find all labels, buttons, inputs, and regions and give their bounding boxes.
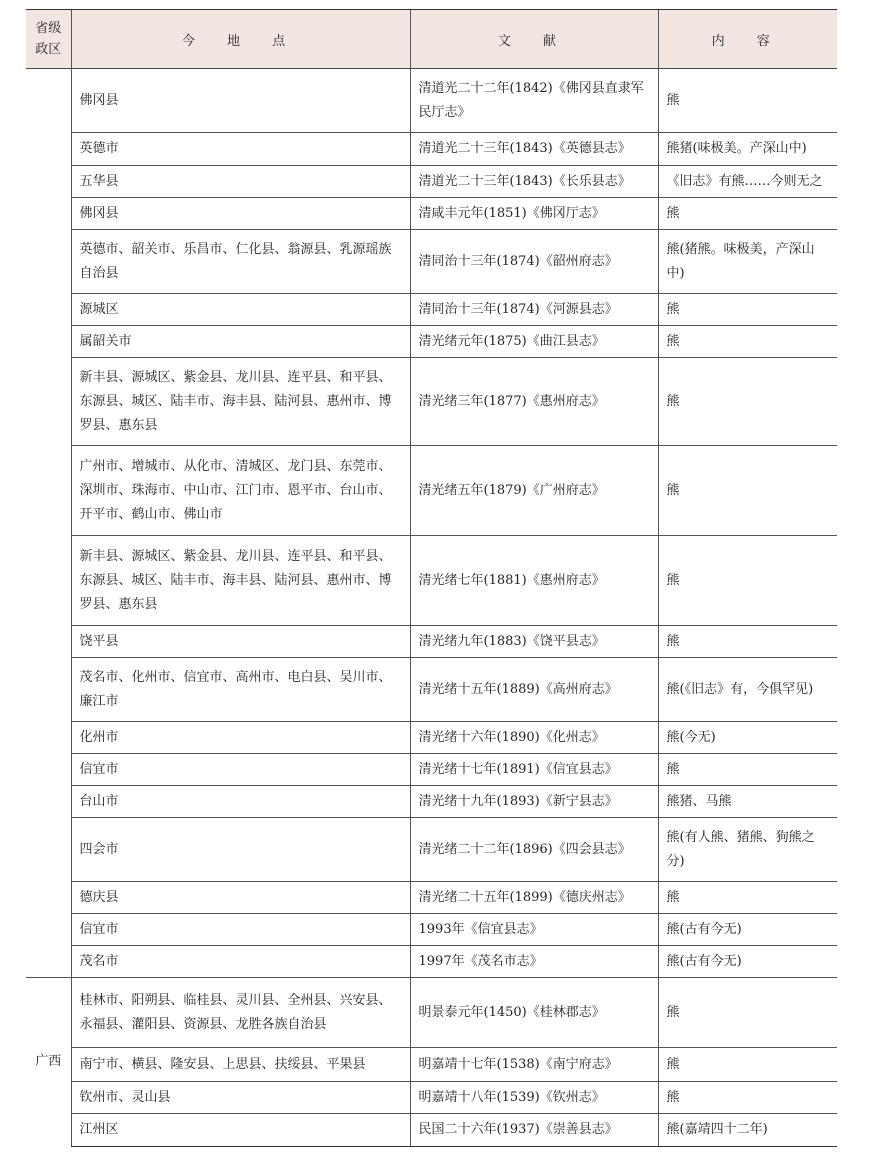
document-cell: 清光绪二十五年(1899)《德庆州志》	[410, 882, 658, 914]
document-cell: 清光绪元年(1875)《曲江县志》	[410, 326, 658, 358]
place-cell: 德庆县	[71, 882, 410, 914]
document-cell: 明景泰元年(1450)《桂林郡志》	[410, 978, 658, 1048]
place-cell: 台山市	[71, 786, 410, 818]
document-cell: 民国二十六年(1937)《崇善县志》	[410, 1114, 658, 1147]
table-row	[26, 754, 837, 786]
table-row	[26, 198, 837, 230]
place-cell: 五华县	[71, 166, 410, 198]
document-cell: 清光绪五年(1879)《广州府志》	[410, 446, 658, 536]
header-content: 内 容	[658, 10, 837, 69]
content-cell: 熊	[658, 978, 837, 1048]
place-cell: 茂名市、化州市、信宜市、高州市、电白县、吴川市、廉江市	[71, 658, 410, 722]
table-row	[26, 914, 837, 946]
table-row	[26, 133, 837, 166]
content-cell: 熊	[658, 882, 837, 914]
place-cell: 信宜市	[71, 914, 410, 946]
content-cell: 熊	[658, 326, 837, 358]
place-cell: 佛冈县	[71, 198, 410, 230]
table-row	[26, 626, 837, 658]
content-cell: 熊(今无)	[658, 722, 837, 754]
content-cell: 熊	[658, 754, 837, 786]
document-cell: 清道光二十三年(1843)《英德县志》	[410, 133, 658, 166]
place-cell: 桂林市、阳朔县、临桂县、灵川县、全州县、兴安县、永福县、灌阳县、资源县、龙胜各族自治县	[71, 978, 410, 1048]
table-row	[26, 722, 837, 754]
place-cell: 信宜市	[71, 754, 410, 786]
document-cell: 明嘉靖十七年(1538)《南宁府志》	[410, 1048, 658, 1082]
content-cell: 熊	[658, 294, 837, 326]
content-cell: 熊猪、马熊	[658, 786, 837, 818]
document-cell: 清道光二十二年(1842)《佛冈县直隶军民厅志》	[410, 69, 658, 133]
content-cell: 熊(古有今无)	[658, 914, 837, 946]
content-cell: 熊	[658, 358, 837, 446]
document-cell: 1997年《茂名市志》	[410, 946, 658, 978]
document-cell: 清光绪九年(1883)《饶平县志》	[410, 626, 658, 658]
table-row	[26, 536, 837, 626]
place-cell: 广州市、增城市、从化市、清城区、龙门县、东莞市、深圳市、珠海市、中山市、江门市、恩平市、台山市、开平市、鹤山市、佛山市	[71, 446, 410, 536]
place-cell: 源城区	[71, 294, 410, 326]
content-cell: 熊	[658, 1082, 837, 1114]
content-cell: 熊(嘉靖四十二年)	[658, 1114, 837, 1147]
table-row	[26, 658, 837, 722]
header-province	[26, 10, 71, 69]
document-cell: 清咸丰元年(1851)《佛冈厅志》	[410, 198, 658, 230]
place-cell: 英德市	[71, 133, 410, 166]
table-row	[26, 1082, 837, 1114]
place-cell: 佛冈县	[71, 69, 410, 133]
document-cell: 清光绪十七年(1891)《信宜县志》	[410, 754, 658, 786]
place-cell: 茂名市	[71, 946, 410, 978]
content-cell: 熊	[658, 69, 837, 133]
document-cell: 清光绪七年(1881)《惠州府志》	[410, 536, 658, 626]
province-cell-guangxi: 广西	[26, 978, 71, 1147]
table-row	[26, 978, 837, 1048]
table-row	[26, 69, 837, 133]
table-row	[26, 818, 837, 882]
document-cell: 清同治十三年(1874)《河源县志》	[410, 294, 658, 326]
document-cell: 明嘉靖十八年(1539)《钦州志》	[410, 1082, 658, 1114]
document-cell: 清光绪三年(1877)《惠州府志》	[410, 358, 658, 446]
content-cell: 熊	[658, 446, 837, 536]
document-cell: 清道光二十三年(1843)《长乐县志》	[410, 166, 658, 198]
document-cell: 清光绪十六年(1890)《化州志》	[410, 722, 658, 754]
table-row	[26, 1048, 837, 1082]
document-cell: 清光绪十九年(1893)《新宁县志》	[410, 786, 658, 818]
place-cell: 英德市、韶关市、乐昌市、仁化县、翁源县、乳源瑶族自治县	[71, 230, 410, 294]
header-province-line-2: 政区	[35, 42, 62, 57]
content-cell: 《旧志》有熊……今则无之	[658, 166, 837, 198]
table-row	[26, 882, 837, 914]
table-row	[26, 230, 837, 294]
table-row	[26, 446, 837, 536]
header-province-line-1: 省级	[35, 21, 62, 36]
table-row	[26, 1114, 837, 1147]
content-cell: 熊	[658, 536, 837, 626]
document-cell: 清光绪十五年(1889)《高州府志》	[410, 658, 658, 722]
content-cell: 熊(有人熊、猪熊、狗熊之分)	[658, 818, 837, 882]
content-cell: 熊(猪熊。味极美，产深山中)	[658, 230, 837, 294]
table-row	[26, 166, 837, 198]
header-place: 今 地 点	[71, 10, 410, 69]
content-cell: 熊(古有今无)	[658, 946, 837, 978]
document-cell: 清光绪二十二年(1896)《四会县志》	[410, 818, 658, 882]
place-cell: 江州区	[71, 1114, 410, 1147]
place-cell: 化州市	[71, 722, 410, 754]
content-cell: 熊	[658, 1048, 837, 1082]
header-row	[26, 10, 837, 69]
table-row	[26, 946, 837, 978]
document-cell: 1993年《信宜县志》	[410, 914, 658, 946]
table-row	[26, 326, 837, 358]
content-cell: 熊猪(味极美。产深山中)	[658, 133, 837, 166]
table-row	[26, 358, 837, 446]
records-table	[26, 9, 837, 1147]
content-cell: 熊	[658, 626, 837, 658]
content-cell: 熊	[658, 198, 837, 230]
place-cell: 新丰县、源城区、紫金县、龙川县、连平县、和平县、东源县、城区、陆丰市、海丰县、陆河县、惠州市、博罗县、惠东县	[71, 358, 410, 446]
content-cell: 熊(《旧志》有，今俱罕见)	[658, 658, 837, 722]
place-cell: 钦州市、灵山县	[71, 1082, 410, 1114]
table-row	[26, 786, 837, 818]
header-document: 文 献	[410, 10, 658, 69]
place-cell: 四会市	[71, 818, 410, 882]
table-row	[26, 294, 837, 326]
province-cell-guangdong	[26, 69, 71, 978]
place-cell: 属韶关市	[71, 326, 410, 358]
document-cell: 清同治十三年(1874)《韶州府志》	[410, 230, 658, 294]
place-cell: 新丰县、源城区、紫金县、龙川县、连平县、和平县、东源县、城区、陆丰市、海丰县、陆河县、惠州市、博罗县、惠东县	[71, 536, 410, 626]
place-cell: 饶平县	[71, 626, 410, 658]
place-cell: 南宁市、横县、隆安县、上思县、扶绥县、平果县	[71, 1048, 410, 1082]
